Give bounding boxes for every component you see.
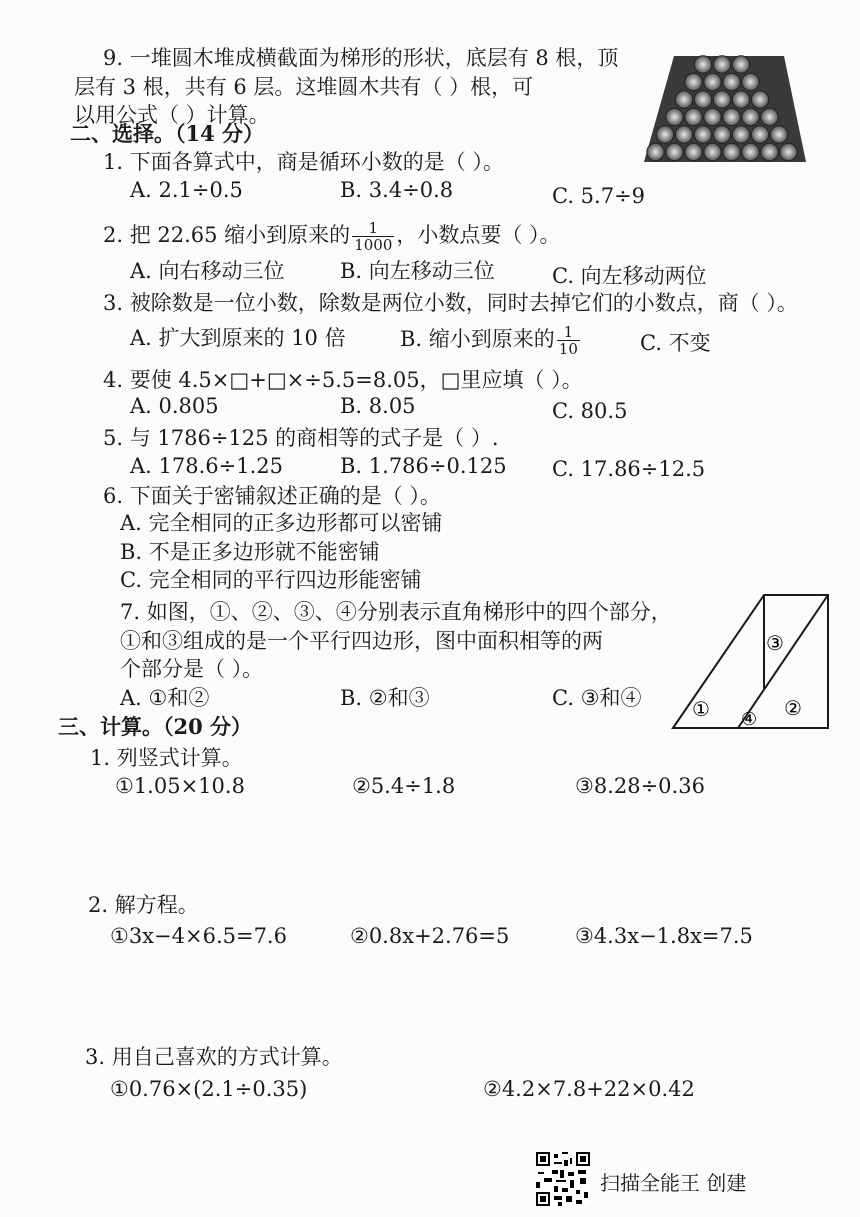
s2-q2-option-a: A. 向右移动三位 <box>130 259 285 283</box>
log-pile-illustration <box>634 50 810 172</box>
s2-q6-option-a: A. 完全相同的正多边形都可以密铺 <box>120 511 443 535</box>
s2-q7-option-c: C. ③和④ <box>552 686 642 710</box>
log-end <box>656 126 673 143</box>
section2-title: 二、选择。（14 分） <box>70 121 265 146</box>
log-end <box>694 91 711 108</box>
s3-q2-stem: 2. 解方程。 <box>88 893 199 917</box>
s2-q1-option-b: B. 3.4÷0.8 <box>340 178 454 202</box>
s2-q1-stem: 1. 下面各算式中，商是循环小数的是（ ）。 <box>103 150 504 174</box>
log-end <box>751 126 768 143</box>
log-end <box>742 108 759 125</box>
region-label-3: ③ <box>766 631 784 655</box>
section3-title: 三、计算。（20 分） <box>58 714 253 739</box>
qr-code-icon <box>536 1152 590 1206</box>
region-label-4: ④ <box>741 709 758 730</box>
log-end <box>780 143 797 160</box>
log-end <box>685 143 702 160</box>
log-end <box>666 143 683 160</box>
s2-q1-option-c: C. 5.7÷9 <box>552 184 646 208</box>
s3-q2-item-b: ②0.8x+2.76=5 <box>350 924 510 948</box>
log-end <box>713 56 730 73</box>
s3-q3-item-b: ②4.2×7.8+22×0.42 <box>483 1077 695 1101</box>
log-end <box>675 91 692 108</box>
log-end <box>666 108 683 125</box>
s3-q1-item-a: ①1.05×10.8 <box>115 774 245 798</box>
log-end <box>694 56 711 73</box>
log-end <box>713 91 730 108</box>
log-end <box>751 91 768 108</box>
s2-q7-option-b: B. ②和③ <box>340 686 430 710</box>
log-end <box>685 108 702 125</box>
q9-line3: 以用公式（ ）计算。 <box>74 103 270 127</box>
log-end <box>685 73 702 90</box>
s3-q3-stem: 3. 用自己喜欢的方式计算。 <box>85 1045 343 1069</box>
s2-q4-option-c: C. 80.5 <box>552 399 628 423</box>
s2-q5-option-c: C. 17.86÷12.5 <box>552 457 706 481</box>
log-end <box>704 108 721 125</box>
s2-q4-option-a: A. 0.805 <box>130 394 219 418</box>
log-end <box>713 126 730 143</box>
s2-q3-option-b: B. 缩小到原来的 $\frac{1}{10}$ <box>400 323 578 358</box>
s2-q4-stem: 4. 要使 4.5×□+□×÷5.5=8.05，□里应填（ ）。 <box>103 368 583 392</box>
log-end <box>770 126 787 143</box>
q9-line2: 层有 3 根，共有 6 层。这堆圆木共有（ ）根，可 <box>74 75 534 99</box>
log-end <box>675 126 692 143</box>
log-end <box>694 126 711 143</box>
s2-q5-stem: 5. 与 1786÷125 的商相等的式子是（ ）. <box>103 426 499 450</box>
log-end <box>704 73 721 90</box>
s2-q6-option-b: B. 不是正多边形就不能密铺 <box>120 540 380 564</box>
log-end <box>732 126 749 143</box>
s2-q1-option-a: A. 2.1÷0.5 <box>130 178 243 202</box>
s2-q6-option-c: C. 完全相同的平行四边形能密铺 <box>120 568 422 592</box>
s2-q3-option-a: A. 扩大到原来的 10 倍 <box>130 326 346 350</box>
region-label-2: ② <box>784 696 802 720</box>
log-end <box>723 108 740 125</box>
s2-q5-option-b: B. 1.786÷0.125 <box>340 454 507 478</box>
log-end <box>723 143 740 160</box>
log-end <box>761 143 778 160</box>
s2-q3-option-c: C. 不变 <box>640 331 711 355</box>
q9-line1: 9. 一堆圆木堆成横截面为梯形的形状，底层有 8 根，顶 <box>103 46 619 70</box>
s2-q7-line1: 7. 如图，①、②、③、④分别表示直角梯形中的四个部分， <box>120 600 672 624</box>
log-end <box>742 73 759 90</box>
s3-q3-item-a: ①0.76×(2.1÷0.35) <box>110 1077 308 1101</box>
s3-q1-item-c: ③8.28÷0.36 <box>575 774 705 798</box>
fraction: $\frac{1}{1000}$ <box>354 219 393 254</box>
s3-q1-stem: 1. 列竖式计算。 <box>90 746 243 770</box>
footer-watermark-text: 扫描全能王 创建 <box>600 1171 747 1195</box>
region-label-1: ① <box>692 697 710 721</box>
log-end <box>732 91 749 108</box>
trapezoid-figure <box>668 588 838 738</box>
log-end <box>647 143 664 160</box>
log-end <box>761 108 778 125</box>
s3-q2-item-a: ①3x−4×6.5=7.6 <box>110 924 287 948</box>
s2-q7-line3: 个部分是（ ）。 <box>120 657 264 681</box>
log-end <box>742 143 759 160</box>
log-end <box>732 56 749 73</box>
s2-q2-option-b: B. 向左移动三位 <box>340 259 495 283</box>
s2-q7-line2: ①和③组成的是一个平行四边形，图中面积相等的两 <box>120 629 603 653</box>
s3-q2-item-c: ③4.3x−1.8x=7.5 <box>575 924 753 948</box>
fraction: $\frac{1}{10}$ <box>558 323 578 358</box>
s2-q4-option-b: B. 8.05 <box>340 394 416 418</box>
s3-q1-item-b: ②5.4÷1.8 <box>352 774 456 798</box>
s2-q5-option-a: A. 178.6÷1.25 <box>130 454 283 478</box>
s2-q3-stem: 3. 被除数是一位小数，除数是两位小数，同时去掉它们的小数点，商（ ）。 <box>103 291 798 315</box>
s2-q6-stem: 6. 下面关于密铺叙述正确的是（ ）。 <box>103 484 441 508</box>
s2-q2-stem: 2. 把 22.65 缩小到原来的 $\frac{1}{1000}$ ，小数点要（ ）。 <box>103 219 561 254</box>
s2-q7-option-a: A. ①和② <box>120 686 210 710</box>
log-end <box>723 73 740 90</box>
s2-q2-option-c: C. 向左移动两位 <box>552 264 707 288</box>
log-end <box>704 143 721 160</box>
